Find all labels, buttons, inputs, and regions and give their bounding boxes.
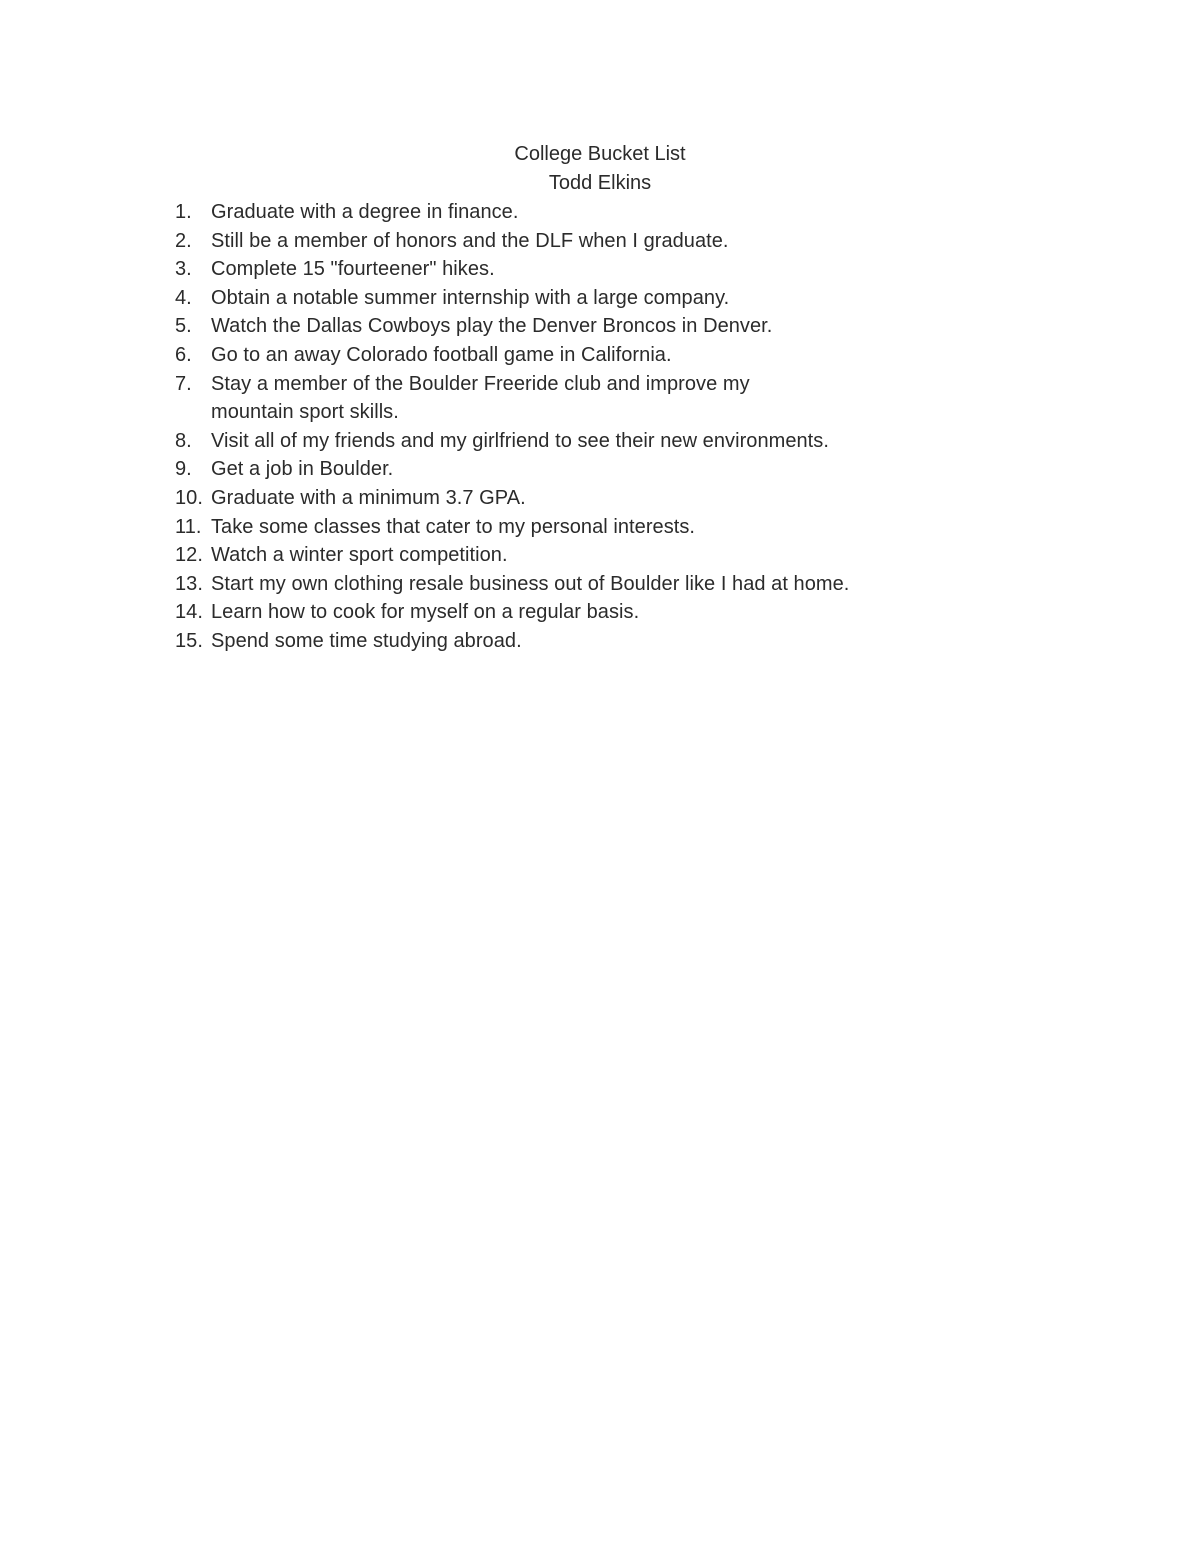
list-item-text: Spend some time studying abroad. — [211, 629, 522, 652]
list-item — [175, 227, 935, 256]
list-item — [175, 541, 935, 570]
list-item-number: 15. — [175, 629, 203, 652]
list-item — [175, 255, 935, 284]
list-item-text: Start my own clothing resale business out of Boulder like I had at home. — [211, 572, 850, 595]
list-item-number: 10. — [175, 486, 203, 509]
list-item — [175, 598, 935, 627]
list-item-number: 3. — [175, 258, 192, 281]
list-item — [175, 312, 935, 341]
list-item-number: 14. — [175, 601, 203, 624]
list-item — [175, 570, 935, 599]
list-item-number: 13. — [175, 572, 203, 595]
list-item-number: 2. — [175, 229, 192, 252]
document-author: Todd Elkins — [548, 172, 652, 194]
list-item-number: 6. — [175, 343, 192, 366]
list-item — [175, 427, 935, 456]
list-item-number: 11. — [175, 515, 202, 538]
list-item-text: Graduate with a minimum 3.7 GPA. — [211, 486, 526, 509]
list-item-number: 12. — [175, 544, 203, 567]
list-item — [175, 341, 935, 370]
list-item-number: 1. — [175, 201, 192, 223]
list-item-text: Watch the Dallas Cowboys play the Denver Broncos in Denver. — [211, 315, 773, 338]
list-item-number: 8. — [175, 429, 192, 452]
list-item-text: Go to an away Colorado football game in California. — [211, 343, 672, 366]
list-item-text: Watch a winter sport competition. — [211, 544, 508, 567]
list-item-number: 7. — [175, 372, 192, 395]
list-item-text: Graduate with a degree in finance. — [211, 201, 519, 223]
list-item-text: Learn how to cook for myself on a regular basis. — [211, 601, 640, 624]
list-item — [175, 370, 935, 427]
list-item — [175, 513, 935, 542]
list-item — [175, 484, 935, 513]
list-item-number: 9. — [175, 458, 192, 481]
list-item — [175, 627, 935, 656]
list-item-text: Still be a member of honors and the DLF when I graduate. — [211, 229, 729, 252]
list-item-text: Get a job in Boulder. — [211, 458, 394, 481]
list-item — [175, 198, 935, 227]
list-item — [175, 284, 935, 313]
list-item-number: 4. — [175, 286, 192, 309]
list-item — [175, 455, 935, 484]
bucket-list — [175, 198, 935, 656]
list-item-text: Take some classes that cater to my personal interests. — [211, 515, 696, 538]
list-item-text: Obtain a notable summer internship with a large company. — [211, 286, 730, 309]
list-item-text: Stay a member of the Boulder Freeride club and improve my mountain sport skills. — [211, 372, 750, 424]
list-item-text: Visit all of my friends and my girlfriend to see their new environments. — [211, 429, 829, 452]
document-title: College Bucket List — [514, 143, 686, 165]
list-item-text: Complete 15 "fourteener" hikes. — [211, 258, 495, 281]
list-item-number: 5. — [175, 315, 192, 338]
